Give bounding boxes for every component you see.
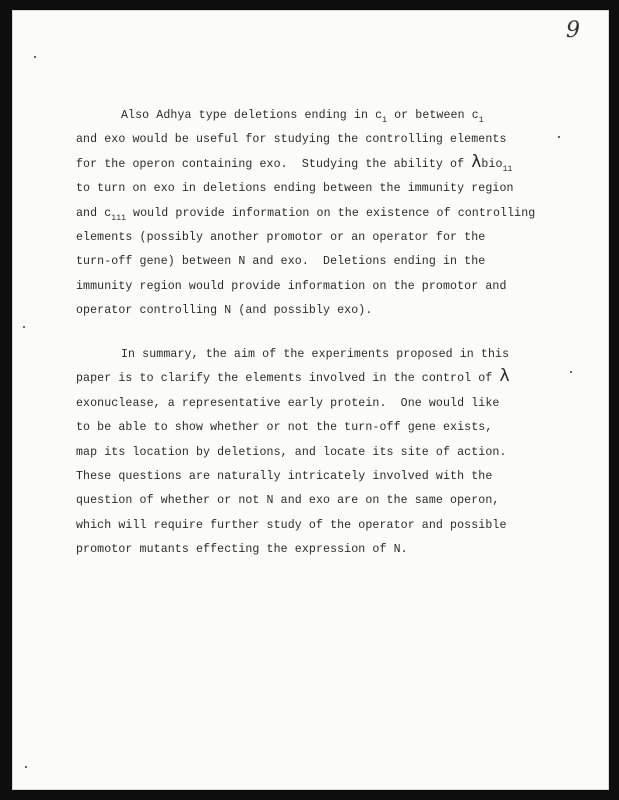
text-line: exonuclease, a representative early protein. One would like: [76, 396, 500, 410]
document-page: [12, 10, 609, 790]
text-line: [76, 153, 556, 177]
text-run: paper is to clarify the elements involved in the control of: [76, 372, 500, 386]
text-run: for the operon containing exo. Studying the ability of: [76, 157, 472, 171]
text-run: Also Adhya type deletions ending in c: [121, 109, 383, 122]
text-line: and exo would be useful for studying the controlling elements: [76, 133, 507, 147]
paragraph-2: [76, 343, 556, 563]
text-line: These questions are naturally intricately involved with the: [76, 470, 493, 484]
text-run: and c: [76, 206, 112, 220]
scan-speck: [25, 766, 27, 768]
text-line: [76, 202, 556, 226]
scan-speck: [23, 326, 25, 328]
text-line: which will require further study of the operator and possible: [76, 518, 507, 532]
text-line: map its location by deletions, and locate its site of action.: [76, 445, 507, 459]
text-line: [76, 367, 556, 391]
subscript: 1: [382, 116, 388, 125]
text-line: question of whether or not N and exo are on the same operon,: [76, 494, 500, 508]
subscript: 111: [111, 213, 126, 223]
text-line: to turn on exo in deletions ending between the immunity region: [76, 182, 514, 196]
text-line: operator controlling N (and possibly exo).: [76, 304, 373, 318]
text-line: turn-off gene) between N and exo. Deletions ending in the: [76, 255, 486, 269]
scan-speck: [34, 56, 36, 58]
scan-speck: [570, 371, 572, 373]
scan-speck: [558, 136, 560, 138]
text-line: to be able to show whether or not the turn-off gene exists,: [76, 421, 493, 435]
subscript: 1: [478, 116, 484, 125]
text-line: elements (possibly another promotor or an operator for the: [76, 231, 486, 245]
text-run: would provide information on the existence of controlling: [126, 206, 536, 220]
text-line: immunity region would provide information on the promotor and: [76, 279, 507, 293]
paragraph-1: [76, 104, 556, 324]
text-run: bio: [481, 157, 503, 171]
lambda-symbol: λ: [499, 366, 510, 387]
text-run: or between c: [387, 109, 479, 122]
subscript: 11: [502, 164, 513, 174]
text-line: In summary, the aim of the experiments proposed in this: [121, 348, 510, 361]
text-line: [76, 104, 556, 128]
text-line: promotor mutants effecting the expression of N.: [76, 543, 408, 557]
page-number: 9: [566, 18, 580, 43]
lambda-symbol: λ: [471, 151, 482, 172]
